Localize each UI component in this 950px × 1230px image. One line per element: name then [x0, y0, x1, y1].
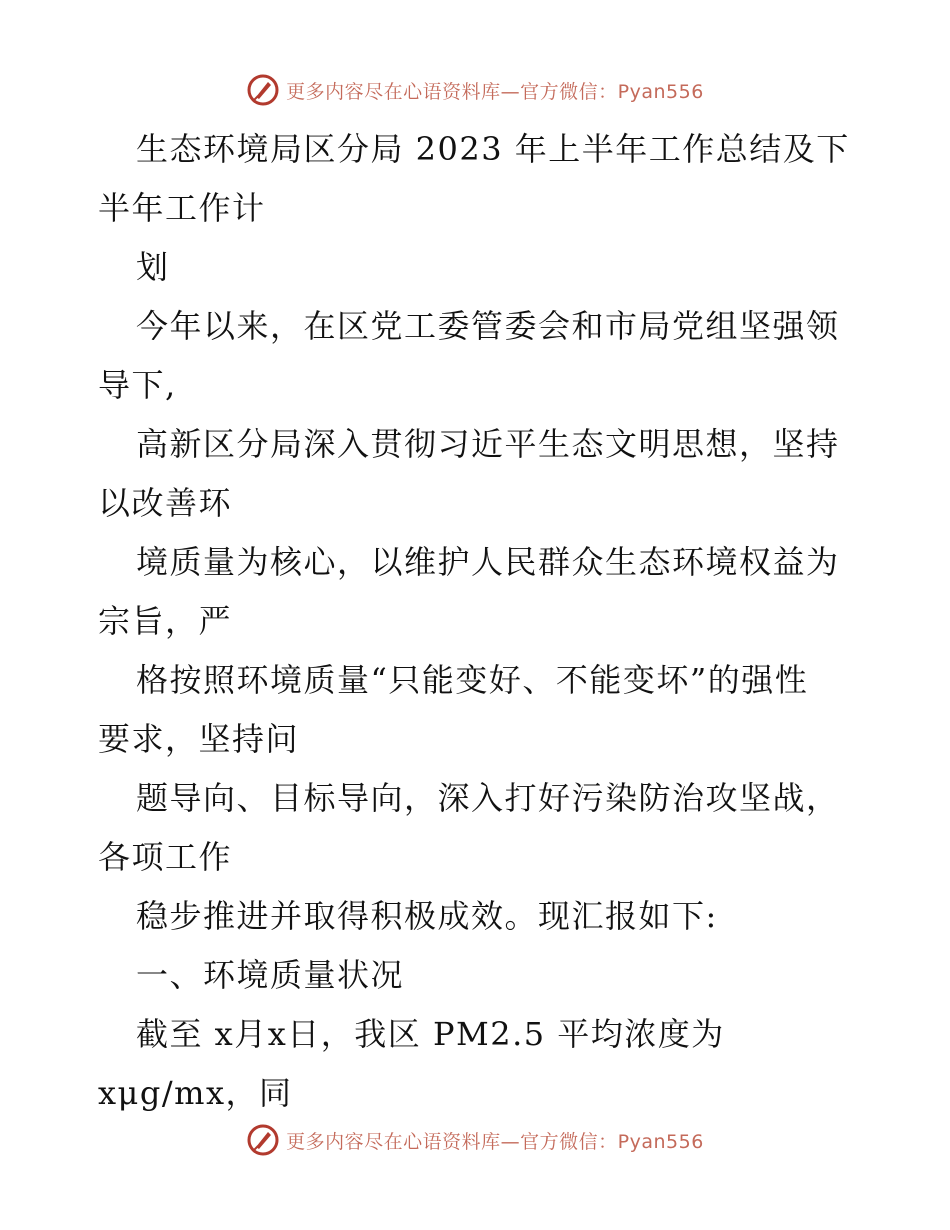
text-line: 格按照环境质量“只能变好、不能变坏”的强性: [136, 661, 809, 699]
text-line: 今年以来，在区党工委管委会和市局党组坚强领: [136, 307, 840, 345]
footer-banner-text: 更多内容尽在心语资料库—官方微信：Pyan556: [286, 1130, 704, 1153]
text-line: 划: [136, 248, 170, 286]
text-line: 宗旨，严: [98, 602, 233, 640]
header-banner: [0, 70, 950, 110]
text-line: 题导向、目标导向，深入打好污染防治攻坚战，: [136, 779, 840, 817]
section-heading: 一、环境质量状况: [136, 956, 405, 994]
text-line: 高新区分局深入贯彻习近平生态文明思想，坚持: [136, 425, 840, 463]
text-line: xμg/mx，同: [98, 1074, 293, 1112]
text-line: 半年工作计: [98, 189, 266, 227]
header-banner-text: 更多内容尽在心语资料库—官方微信：Pyan556: [286, 80, 704, 103]
text-line: 导下,: [98, 366, 177, 404]
text-line: 截至 x月x日，我区 PM2.5 平均浓度为: [136, 1015, 725, 1053]
text-line: 要求，坚持问: [98, 720, 300, 758]
quill-logo-icon: [246, 1123, 280, 1157]
text-line: 生态环境局区分局 2023 年上半年工作总结及下: [136, 130, 850, 168]
text-line: 以改善环: [98, 484, 233, 522]
footer-banner: [0, 1120, 950, 1160]
text-line: 境质量为核心，以维护人民群众生态环境权益为: [136, 543, 840, 581]
text-line: 稳步推进并取得积极成效。现汇报如下:: [136, 897, 718, 935]
quill-logo-icon: [246, 73, 280, 107]
text-line: 各项工作: [98, 838, 233, 876]
document-body: [98, 120, 858, 1123]
